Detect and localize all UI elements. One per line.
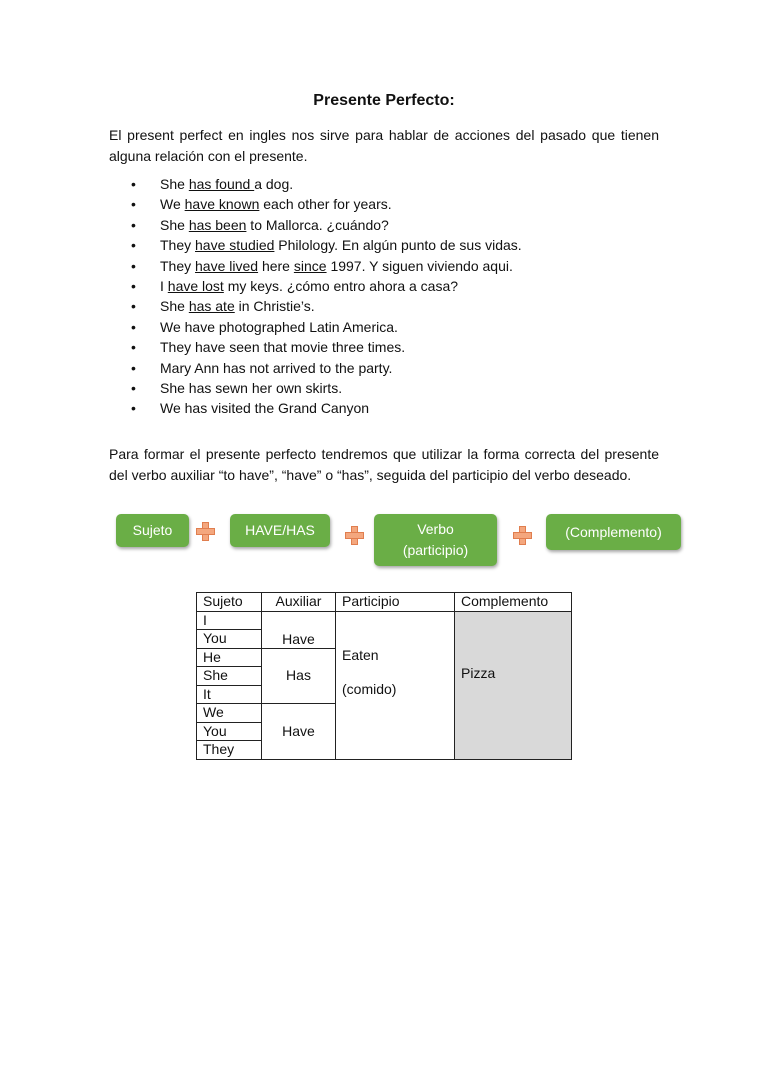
plus-icon [513, 526, 532, 545]
subject-cell: He [197, 648, 262, 667]
examples-list [131, 174, 522, 419]
list-item: • Mary Ann has not arrived to the party. [131, 358, 522, 378]
subject-cell: You [197, 722, 262, 741]
table-row [197, 611, 572, 630]
participio-cell [336, 611, 455, 759]
participio-translation: (comido) [342, 680, 397, 697]
aux-cell: Has [262, 648, 336, 704]
list-item: • She has ate in Christie’s. [131, 296, 522, 316]
formula-participio-label: (participio) [402, 542, 469, 558]
header-auxiliar: Auxiliar [262, 593, 336, 612]
formula-verbo-box [374, 514, 497, 566]
subject-cell: You [197, 630, 262, 649]
list-item: • She has been to Mallorca. ¿cuándo? [131, 215, 522, 235]
table-header-row [197, 593, 572, 612]
intro-paragraph: El present perfect en ingles nos sirve para hablar de acciones del pasado que tienen alguna relación con el presente. [109, 127, 659, 164]
list-item: • We has visited the Grand Canyon [131, 398, 522, 418]
list-item: • They have lived here since 1997. Y siguen viviendo aqui. [131, 256, 522, 276]
formula-verbo-label: Verbo [417, 521, 454, 537]
list-item: • I have lost my keys. ¿cómo entro ahora a casa? [131, 276, 522, 296]
complemento-cell: Pizza [455, 611, 572, 759]
list-item: • She has sewn her own skirts. [131, 378, 522, 398]
page-title: Presente Perfecto: [313, 92, 455, 109]
list-item: • We have photographed Latin America. [131, 317, 522, 337]
conjugation-table [196, 592, 572, 760]
aux-cell: Have [262, 704, 336, 760]
subject-cell: I [197, 611, 262, 630]
header-sujeto: Sujeto [197, 593, 262, 612]
formula-have-has-box: HAVE/HAS [230, 514, 330, 547]
subject-cell: She [197, 667, 262, 686]
formation-paragraph: Para formar el presente perfecto tendremos que utilizar la forma correcta del presente del verbo auxiliar “to have”, “have” o “has”, seguida del participio del verbo deseado. [109, 446, 659, 483]
list-item: • We have known each other for years. [131, 194, 522, 214]
formula-complemento-box: (Complemento) [546, 514, 681, 550]
subject-cell: We [197, 704, 262, 723]
subject-cell: They [197, 741, 262, 760]
plus-icon [196, 522, 215, 541]
header-complemento: Complemento [455, 593, 572, 612]
participio-verb: Eaten [342, 646, 379, 663]
subject-cell: It [197, 685, 262, 704]
list-item: • She has found a dog. [131, 174, 522, 194]
header-participio: Participio [336, 593, 455, 612]
plus-icon [345, 526, 364, 545]
list-item: • They have seen that movie three times. [131, 337, 522, 357]
formula-sujeto-box: Sujeto [116, 514, 189, 547]
aux-cell: Have [262, 611, 336, 648]
list-item: • They have studied Philology. En algún punto de sus vidas. [131, 235, 522, 255]
